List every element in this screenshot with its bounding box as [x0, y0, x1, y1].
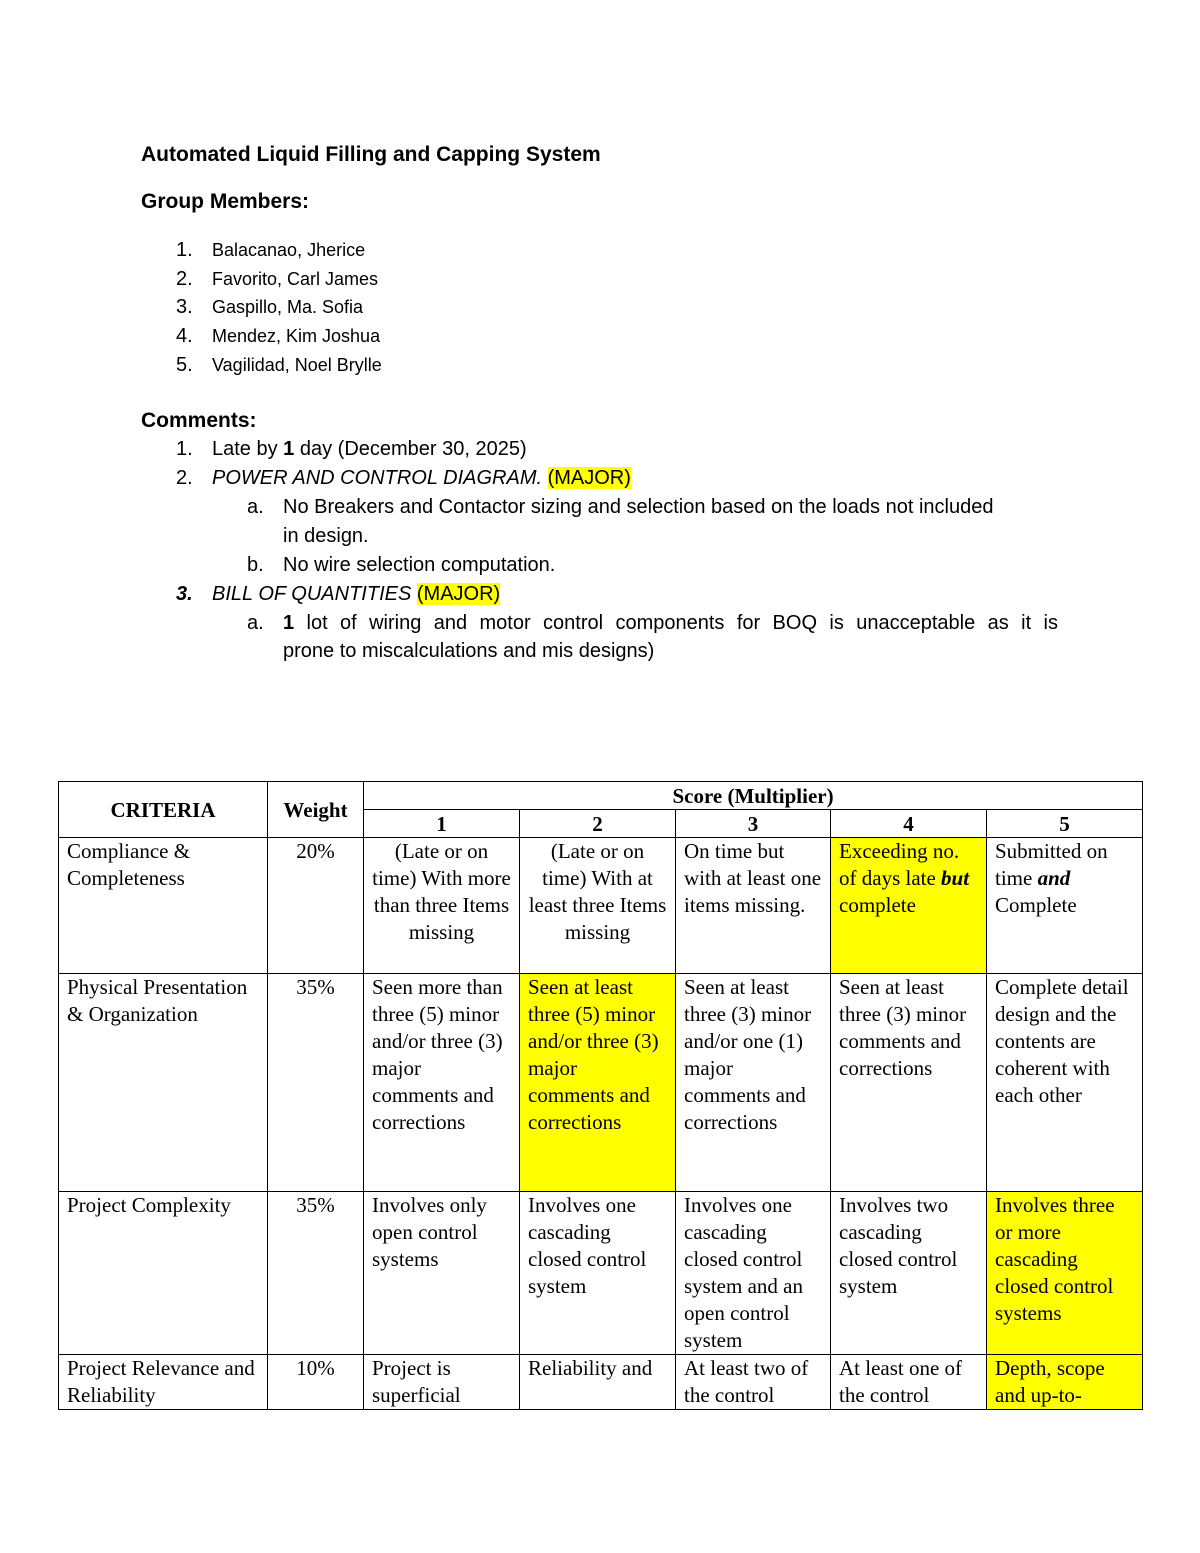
- comment-number: 3.: [176, 583, 193, 605]
- score-cell: Complete detail design and the contents are coherent with each other: [987, 974, 1143, 1192]
- criteria-header: CRITERIA: [59, 782, 268, 838]
- member-name: Mendez, Kim Joshua: [212, 325, 381, 346]
- group-members-list: [176, 236, 382, 379]
- score-cell: Seen at least three (3) minor and/or one (1) major comments and corrections: [676, 974, 831, 1192]
- comment-number: 2.: [176, 467, 193, 489]
- score-column-3: 3: [676, 810, 831, 838]
- criteria-cell: Compliance & Completeness: [59, 838, 268, 974]
- score-cell: Involves only open control systems: [364, 1192, 520, 1355]
- score-cell: Seen more than three (5) minor and/or three (3) major comments and corrections: [364, 974, 520, 1192]
- score-header: Score (Multiplier): [364, 782, 1143, 810]
- table-row: [59, 838, 1143, 974]
- score-cell: Involves one cascading closed control system: [520, 1192, 676, 1355]
- comment-sub-label: a.: [247, 496, 264, 518]
- score-cell: Reliability and: [520, 1355, 676, 1410]
- comment-power-control: POWER AND CONTROL DIAGRAM. (MAJOR): [212, 467, 631, 489]
- score-cell: Submitted on time and Complete: [987, 838, 1143, 974]
- major-tag: (MAJOR): [547, 467, 631, 489]
- member-name: Balacanao, Jherice: [212, 239, 366, 260]
- member-name: Favorito, Carl James: [212, 268, 379, 289]
- score-cell-selected: Involves three or more cascading closed control systems: [987, 1192, 1143, 1355]
- major-tag: (MAJOR): [416, 583, 501, 605]
- score-cell: On time but with at least one items missing.: [676, 838, 831, 974]
- score-cell-selected: Seen at least three (5) minor and/or three (3) major comments and corrections: [520, 974, 676, 1192]
- group-members-heading: Group Members:: [141, 190, 310, 213]
- comment-late: Late by 1 day (December 30, 2025): [212, 438, 527, 460]
- list-item: 1. Balacanao, Jherice: [176, 238, 366, 261]
- comment-wire: No wire selection computation.: [283, 554, 556, 576]
- comment-boq-detail: 1 lot of wiring and motor control components for BOQ is unacceptable as it is: [283, 612, 1058, 634]
- list-item: 2. Favorito, Carl James: [176, 267, 379, 290]
- score-cell-selected: Exceeding no. of days late but complete: [831, 838, 987, 974]
- criteria-cell: Project Complexity: [59, 1192, 268, 1355]
- table-row: [59, 1192, 1143, 1355]
- score-cell: At least two of the control: [676, 1355, 831, 1410]
- table-row: [59, 974, 1143, 1192]
- comment-boq-detail-cont: prone to miscalculations and mis designs): [283, 640, 655, 662]
- criteria-cell: Project Relevance and Reliability: [59, 1355, 268, 1410]
- criteria-cell: Physical Presentation & Organization: [59, 974, 268, 1192]
- score-column-2: 2: [520, 810, 676, 838]
- score-cell: (Late or on time) With more than three Items missing: [364, 838, 520, 974]
- weight-cell: 10%: [268, 1355, 364, 1410]
- weight-cell: 20%: [268, 838, 364, 974]
- comments-heading: Comments:: [141, 409, 257, 432]
- score-column-1: 1: [364, 810, 520, 838]
- comment-breakers-cont: in design.: [283, 525, 369, 547]
- comment-boq: BILL OF QUANTITIES (MAJOR): [212, 583, 501, 605]
- score-column-4: 4: [831, 810, 987, 838]
- comment-sub-label: b.: [247, 554, 264, 576]
- score-cell: At least one of the control: [831, 1355, 987, 1410]
- score-cell: (Late or on time) With at least three Items missing: [520, 838, 676, 974]
- score-column-5: 5: [987, 810, 1143, 838]
- member-name: Vagilidad, Noel Brylle: [212, 354, 382, 375]
- comment-breakers: No Breakers and Contactor sizing and selection based on the loads not included: [283, 496, 994, 518]
- weight-cell: 35%: [268, 974, 364, 1192]
- comment-number: 1.: [176, 438, 193, 460]
- member-name: Gaspillo, Ma. Sofia: [212, 297, 364, 318]
- rubric-table: [58, 781, 1143, 1410]
- score-cell: Project is superficial: [364, 1355, 520, 1410]
- list-item: 4. Mendez, Kim Joshua: [176, 324, 381, 347]
- score-cell: Seen at least three (3) minor comments and corrections: [831, 974, 987, 1192]
- table-row: [59, 1355, 1143, 1410]
- comment-sub-label: a.: [247, 612, 264, 634]
- list-item: 5. Vagilidad, Noel Brylle: [176, 353, 382, 376]
- score-cell: Involves two cascading closed control system: [831, 1192, 987, 1355]
- weight-header: Weight: [268, 782, 364, 838]
- document-title: Automated Liquid Filling and Capping System: [141, 143, 601, 166]
- list-item: 3. Gaspillo, Ma. Sofia: [176, 296, 364, 319]
- score-cell: Involves one cascading closed control system and an open control system: [676, 1192, 831, 1355]
- score-cell-selected: Depth, scope and up-to-: [987, 1355, 1143, 1410]
- weight-cell: 35%: [268, 1192, 364, 1355]
